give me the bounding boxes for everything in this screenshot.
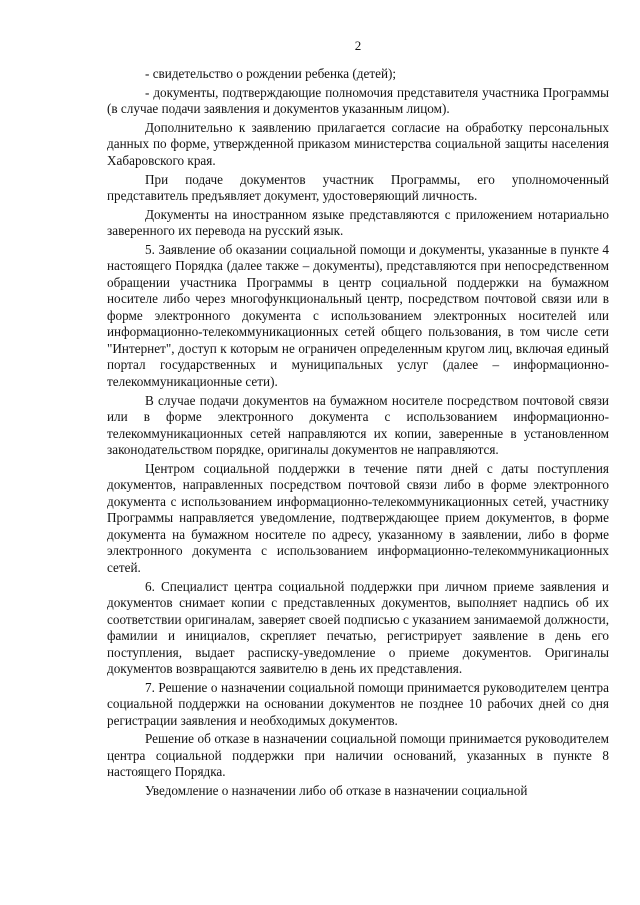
paragraph: 5. Заявление об оказании социальной помощи и документы, указанные в пункте 4 настоящего Порядка (далее также – документы), представляются при непосредственном обращении участника Программы в центр социальной поддержки на бумажном носителе либо через многофункциональный центр, посредством почтовой связи или в форме электронного документа с использованием электронных носителей или информационно-телекоммуникационных сетей общего пользования, в том числе сети "Интернет", доступ к которым не ограничен определенным кругом лиц, включая единый портал государственных и муниципальных услуг (далее – информационно-телекоммуникационные сети). bbox=[107, 241, 609, 389]
paragraph: 7. Решение о назначении социальной помощи принимается руководителем центра социальной поддержки на основании документов не позднее 10 рабочих дней со дня регистрации заявления и необходимых документов. bbox=[107, 679, 609, 728]
paragraph: 6. Специалист центра социальной поддержки при личном приеме заявления и документов снимает копии с представленных документов, выполняет надпись об их соответствии оригиналам, заверяет своей подписью с указанием занимаемой должности, фамилии и инициалов, скрепляет печатью, регистрирует заявление в день его поступления, выдает расписку-уведомление о приеме документов. Оригиналы документов возвращаются заявителю в день их представления. bbox=[107, 578, 609, 676]
paragraph: Решение об отказе в назначении социальной помощи принимается руководителем центра социальной поддержки при наличии оснований, указанных в пункте 8 настоящего Порядка. bbox=[107, 731, 609, 780]
paragraph: - свидетельство о рождении ребенка (детей); bbox=[145, 66, 397, 81]
paragraph: Дополнительно к заявлению прилагается согласие на обработку персональных данных по форме, утвержденной приказом министерства социальной защиты населения Хабаровского края. bbox=[107, 119, 609, 168]
paragraph: Уведомление о назначении либо об отказе в назначении социальной bbox=[145, 783, 528, 799]
paragraph: При подаче документов участник Программы, его уполномоченный представитель предъявляет документ, удостоверяющий личность. bbox=[107, 171, 609, 204]
page-number: 2 bbox=[354, 38, 362, 53]
paragraph: Документы на иностранном языке представляются с приложением нотариально заверенного их перевода на русский язык. bbox=[107, 206, 609, 239]
paragraph: Центром социальной поддержки в течение пяти дней с даты поступления документов, направленных посредством почтовой связи либо в форме электронного документа с использованием информационно-телекоммуникационных сетей, участнику Программы направляется уведомление, подтверждающее прием документов, в форме документа на бумажном носителе по адресу, указанному в заявлении, либо в форме электронного документа с использованием информационно-телекоммуникационных сетей. bbox=[107, 460, 609, 575]
document-body bbox=[107, 66, 609, 802]
paragraph: В случае подачи документов на бумажном носителе посредством почтовой связи или в форме электронного документа с использованием информационно-телекоммуникационных сетей направляются их копии, заверенные в установленном законодательством порядке, оригиналы документов не направляются. bbox=[107, 392, 609, 458]
paragraph: - документы, подтверждающие полномочия представителя участника Программы (в случае подачи заявления и документов указанным лицом). bbox=[107, 84, 609, 117]
